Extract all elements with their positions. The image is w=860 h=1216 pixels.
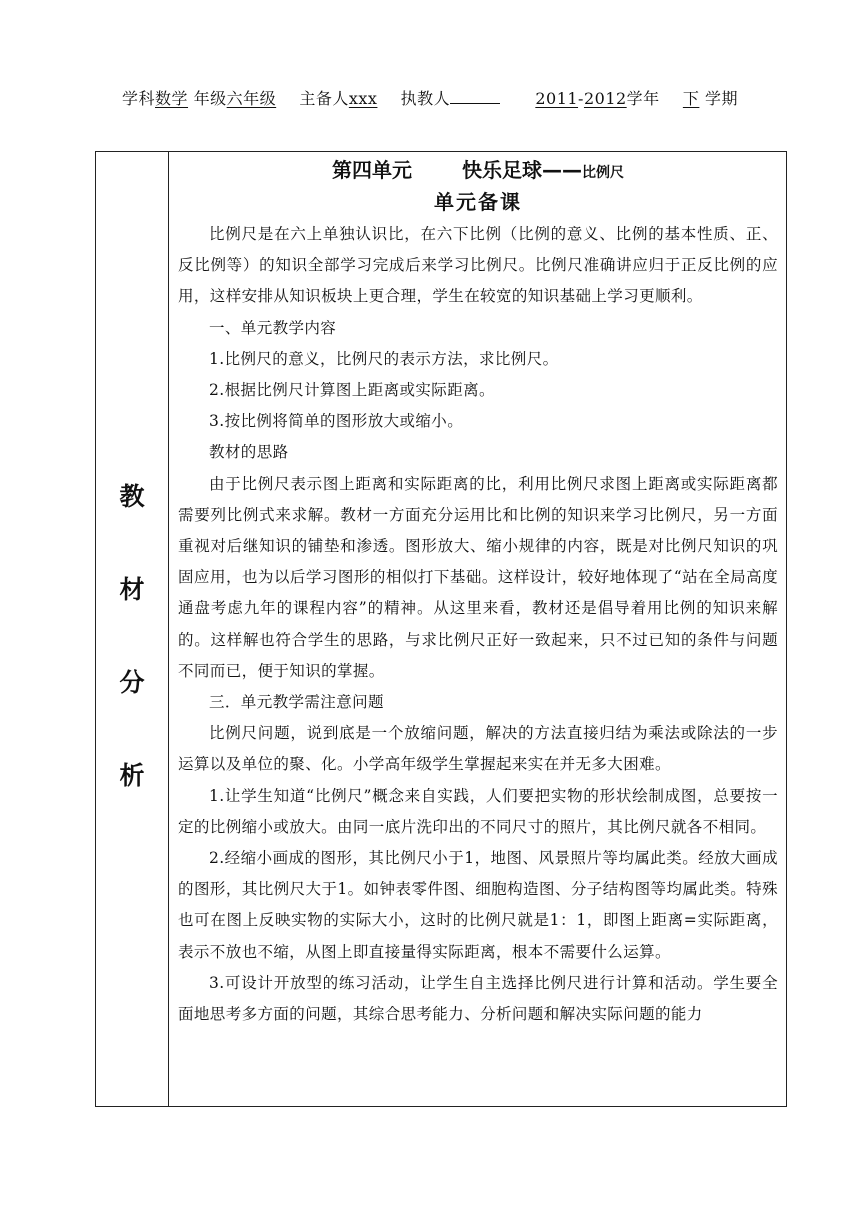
document-header: [0, 86, 860, 109]
side-label-char: 分: [119, 668, 145, 697]
subject-value: 数学: [155, 89, 189, 108]
section-title: 单元备课: [434, 190, 522, 214]
teacher-blank: [450, 89, 500, 104]
grade-value: 六年级: [226, 89, 277, 108]
paragraph: 教材的思路: [209, 443, 289, 462]
side-label: [96, 477, 168, 849]
unit-topic: 快乐足球——: [462, 158, 582, 182]
side-label-cell: [96, 152, 169, 1107]
teacher-label: 执教人: [400, 89, 451, 108]
term-label: 学期: [704, 89, 738, 108]
lesson-plan-table: [95, 151, 787, 1107]
paragraph: 1.让学生知道“比例尺”概念来自实践，人们要把实物的形状绘制成图，总要按一定的比例缩小或放大。由同一底片洗印出的不同尺寸的照片，其比例尺就各不相同。: [178, 786, 778, 836]
preparer-label: 主备人: [299, 89, 349, 108]
paragraph: 1.比例尺的意义，比例尺的表示方法，求比例尺。: [209, 349, 559, 368]
subject-label: 学科: [122, 89, 156, 108]
paragraph: 比例尺是在六上单独认识比，在六下比例（比例的意义、比例的基本性质、正、反比例等）的知识全部学习完成后来学习比例尺。比例尺准确讲应归于正反比例的应用，这样安排从知识板块上更合理，学生在较宽的知识基础上学习更顺利。: [178, 225, 778, 306]
side-label-char: 教: [119, 482, 145, 511]
unit-topic-small: 比例尺: [582, 165, 624, 181]
paragraph: 3.可设计开放型的练习活动，让学生自主选择比例尺进行计算和活动。学生要全面地思考多方面的问题，其综合思考能力、分析问题和解决实际问题的能力: [178, 973, 778, 1024]
year-end: 2012: [583, 89, 627, 108]
side-label-char: 材: [119, 575, 145, 604]
paragraph: 2.根据比例尺计算图上距离或实际距离。: [209, 381, 495, 400]
paragraph: 比例尺问题，说到底是一个放缩问题，解决的方法直接归结为乘法或除法的一步运算以及单位的聚、化。小学高年级学生掌握起来实在并无多大困难。: [178, 724, 778, 774]
paragraph: 三．单元教学需注意问题: [209, 693, 384, 712]
paragraph: 由于比例尺表示图上距离和实际距离的比，利用比例尺求图上距离或实际距离都需要列比例式来求解。教材一方面充分运用比和比例的知识来学习比例尺，另一方面重视对后继知识的铺垫和渗透。图形放大、缩小规律的内容，既是对比例尺知识的巩固应用，也为以后学习图形的相似打下基础。这样设计，较好地体现了“站在全局高度通盘考虑九年的课程内容”的精神。从这里来看，教材还是倡导着用比例的知识来解的。这样解也符合学生的思路，与求比例尺正好一致起来，只不过已知的条件与问题不同而已，便于知识的掌握。: [178, 474, 778, 680]
year-label: 学年: [626, 89, 660, 108]
paragraph: 2.经缩小画成的图形，其比例尺小于1，地图、风景照片等均属此类。经放大画成的图形，其比例尺大于1。如钟表零件图、细胞构造图、分子结构图等均属此类。特殊也可在图上反映实物的实际大小，这时的比例尺就是1：1，即图上距离=实际距离，表示不放也不缩，从图上即直接量得实际距离，根本不需要什么运算。: [178, 849, 778, 961]
term-value: 下: [682, 89, 700, 108]
unit-name: 第四单元: [332, 158, 412, 182]
year-start: 2011: [535, 89, 579, 108]
content-cell: [169, 152, 787, 1107]
preparer-value: xxx: [348, 89, 378, 108]
grade-label: 年级: [193, 89, 227, 108]
side-label-char: 析: [119, 761, 145, 790]
unit-title: [178, 155, 778, 185]
year-separator: -: [578, 89, 584, 108]
paragraph: 3.按比例将简单的图形放大或缩小。: [209, 412, 464, 431]
paragraph: 一、单元教学内容: [209, 318, 337, 337]
